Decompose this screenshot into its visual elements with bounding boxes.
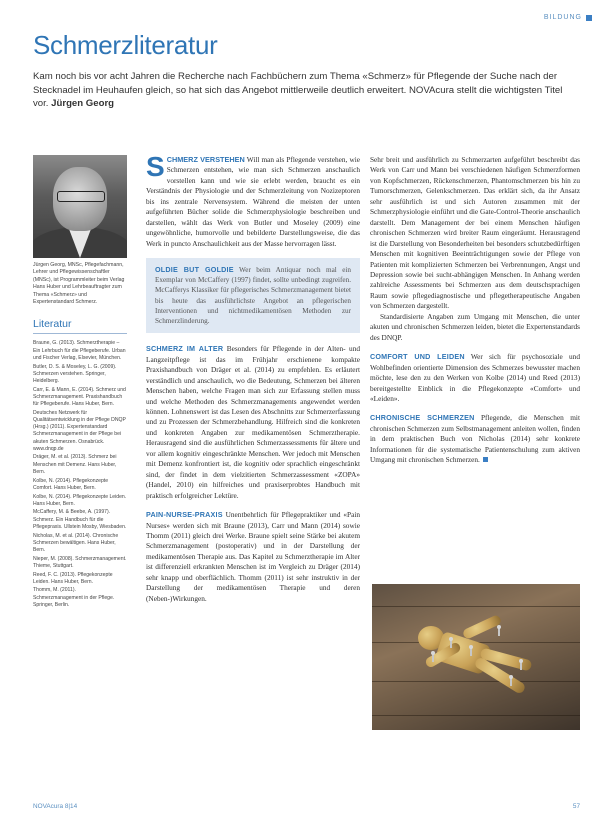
paragraph-text: Unentbehrlich für Pflegepraktiker und «Pain Nurses» werden sich mit Braune (2013), Carr und Mann (2014) sowie Thomm (2011) gleich drei Werke. Braune spielt seine Stärke bei akutem Schmerzmanagement (postoperativ) und in der Darstellung der medikamentösen Therapie aus. Das Kapitel zu Schmerztherapie im Alter ist differenziell erkrankten Menschen ist im Vergleich zu Dräger (2014) sehr knapp und oberflächlich. Thomm (2011) ist sehr instruktiv in der Darstellung der medikamentösen Therapie und deren (Neben-)Wirkungen. [146,510,360,603]
paragraph-carr-mann: Sehr breit und ausführlich zu Schmerzarten aufgeführt beschreibt das Werk von Carr und Mann bei verschiedenen häufigen Schmerzformen von Kopfschmerzen, Rückenschmerzen, Phantomschmerzen bis hin zu Tumorschmerzen, Gelenkschmerzen. Das erklärt sich, da ihr Ansatz sehr ausführlich ist und sich Autoren zusammen mit der Schmerzphysiologie einführt und die Gate-Control-Theorie anschaulich darstellt. Dem Management der bei einem Menschen häufigen chronischen Schmerzen wird breiter Raum eingeräumt. Herausragend ist die Darstellung von Besonderheiten bei besonders schutzbedürftigen Menschen mit kognitiven Beeinträchtigungen sowie der Pflege von Patienten mit komplizierten Schmerzen bei Verbrennungen, Angst und Depression sowie bei sucht-abhängigen Menschen. In Anhang werden zahlreiche Assessments bei Schmerzen aus dem deutschsprachigen Raum sowie pflegediagnostische und pflegetherapeutische Angaben von Schmerzen dargestellt. [370,155,580,311]
section-square-icon [586,15,592,21]
subheading-schmerz-verstehen: CHMERZ VERSTEHEN [166,155,245,164]
subheading-schmerz-im-alter: SCHMERZ IM ALTER [146,344,224,354]
paragraph-text: Pflegende, die Menschen mit chronischen Schmerzen zum Selbstmanagement anleiten wollen, finden in dem praktischen Buch von Nicholas (2014) sehr konkrete Informationen für die systematische Patientenschulung zum aktiven Umgang mit chronischen Schmerzen. [370,413,580,465]
author-photo [33,155,127,258]
literature-item: Dräger, M. et al. (2013). Schmerz bei Menschen mit Demenz. Hans Huber, Bern. [33,454,117,475]
callout-heading: OLDIE BUT GOLDIE [155,265,234,275]
literature-item: Reed, F. C. (2013). Pflegekonzepte Leiden. Hans Huber, Bern. [33,571,113,585]
subheading-comfort-und-leiden: COMFORT UND LEIDEN [370,352,465,362]
article-column-right [370,155,580,466]
literature-item: Kolbe, N. (2014). Pflegekonzepte Comfort. Hans Huber, Bern. [33,477,109,491]
lead-paragraph [33,70,578,111]
literature-list [33,340,127,609]
author-name: Jürgen Georg [51,98,115,109]
literature-item: Deutsches Netzwerk für Qualitätsentwicklung in der Pflege DNQP (Hrsg.) (2011). Expertenstandard Schmerzmanagement in der Pflege bei akuten Schmerzen. Osnabrück. www.dnqp.de [33,409,126,452]
page-title: Schmerzliteratur [33,30,218,60]
footer-page-number: 57 [572,803,580,810]
photo-caption: Jürgen Georg, MNSc, Pflegefachmann, Lehrer und Pflegewissenschaftler (MNSc), ist Programmleiter beim Verlag Hans Huber und Lehrbeauftragter zum Thema «Schmerz» und Expertenstandard Schmerz. [33,262,125,306]
literature-item: Kolbe, N. (2014). Pflegekonzepte Leiden. Hans Huber, Bern. [33,493,127,507]
literature-item: Braune, G. (2013). Schmerztherapie – Ein Lehrbuch für die Pflegeberufe. Urban und Fischer Verlag, Elsevier, München. [33,340,126,361]
literature-item: McCaffery, M. & Beebe, A. (1997). Schmerz. Ein Handbuch für die Pflegepraxis. Ullstein Mosby, Wiesbaden. [33,509,127,530]
subheading-chronische-schmerzen: CHRONISCHE SCHMERZEN [370,413,475,423]
subheading-pain-nurse-praxis: PAIN-NURSE-PRAXIS [146,510,223,520]
article-column-middle [146,151,361,604]
literature-item: Nieper, M. (2008). Schmerzmanagement. Thieme, Stuttgart. [33,555,127,569]
end-mark-icon [483,457,488,462]
literature-item: Butler, D. S. & Moseley, L. G. (2009). Schmerzen verstehen. Springer, Heidelberg. [33,363,117,384]
dropcap: S [146,151,165,182]
callout-text: Wer beim Antiquar noch mal ein Exemplar von McCaffery (1997) findet, sollte unbedingt zugreifen. McCafferys Klassiker für pflegerisches Schmerzmanagement bietet bis heute das ausführlichste Angebot an pflegerischen Interventionen und nichtmedikamentösen Methoden zur Schmerzlinderung. [155,266,352,326]
literature-heading: Literatur [33,318,127,334]
paragraph-text: Wer sich für psychosoziale und Wohlbefinden orientierte Dimension des Schmerzes bewusster machen möchte, lese den zu den Werken von Kolbe (2014) und Reed (2013) bereitgestellte Einblick in die Pflegekonzepte «Comfort» und «Leiden». [370,352,580,403]
sidebar [33,155,127,611]
paragraph-pain-nurse [146,510,360,604]
literature-item: Carr, E. & Mann, E. (2014). Schmerz und Schmerzmanagement. Praxishandbuch für Pflegeberufe. Hans Huber, Bern. [33,386,126,408]
paragraph-comfort [370,352,580,404]
paragraph-dnqp: Standardisierte Angaben zum Umgang mit Menschen, die unter akuten und chronischen Schmerzen leiden, bietet die Expertenstandards des DNQP. [370,311,580,342]
footer-magazine: NOVAcura 8|14 [33,803,78,810]
paragraph-schmerz-verstehen [146,151,361,249]
paragraph-text: Will man als Pflegende verstehen, wie Schmerzen entstehen, wie man sich Schmerzen anschaulich vorstellen kann und wie sie erlebt werden, braucht es ein Verständnis der Physiologie und der Schmerzleitung von Nozizeptoren bis ins zentrale Nervensystem. Während die meisten der unten aufgeführten Bücher solide die Schmerzphysiologie beschreiben und darstellen, wählt das Werk von Butler und Moseley (2009) eine ungewöhnliche, humorvolle und bebilderte Darstellungsweise, die das Werk in puncto Anschaulichkeit aus der Masse hervorragen lässt. [146,155,361,248]
lead-text: Kam noch bis vor acht Jahren die Recherche nach Fachbüchern zum Thema «Schmerz» für Pflegende der Suche nach der Stecknadel im Heuhaufen gleich, so hat sich das Angebot mittlerweile deutlich erweitert. NOVAcura stellt die wichtigsten Titel vor. [33,71,563,109]
paragraph-schmerz-im-alter [146,344,360,501]
paragraph-chronische-schmerzen [370,413,580,465]
callout-box [146,258,360,333]
voodoo-doll-photo [372,584,580,730]
literature-item: Thomm, M. (2011). Schmerzmanagement in der Pflege. Springer, Berlin. [33,587,115,608]
section-tag [544,14,592,21]
section-tag-label: BILDUNG [543,14,582,21]
paragraph-text: Besonders für Pflegende in der Alten- und Langzeitpflege ist das im Frühjahr erschienene kompakte Praxishandbuch von Dräger et al. (2014) zu empfehlen. Es erläutert verständlich und anschaulich, wo die Bedeutung, Schmerzen bei älteren Menschen haben, welche Fragen man sich zur Erfassung stellen muss und welche Methoden des Schmerzmanagements angewendet werden können. Lohnenswert ist das Lesen des Abschnitts zur Schmerzerfassung und zu Prozessen der Schmerzbehandlung. Hilfreich sind die konkreten und konkreten Angaben zur medikamentösen Schmerztherapie. Herausragend sind die ausführlichen Schmerzassessments für ältere und vor allem kognitiv eingeschränkte Menschen. Wer jedoch mit Menschen mit Demenz konfrontiert ist, die kognitiv oder sprachlich eingeschränkt sind, der findet in dem vielzitierten Schmerzassessment «ZOPA» (Handel, 2010) ein hilfreiches und praxiserprobtes Handbuch mit praktisch erfolgreicher Lektüre. [146,344,361,500]
literature-item: Nicholas, M. et al. (2014). Chronische Schmerzen bewältigen. Hans Huber, Bern. [33,532,119,553]
